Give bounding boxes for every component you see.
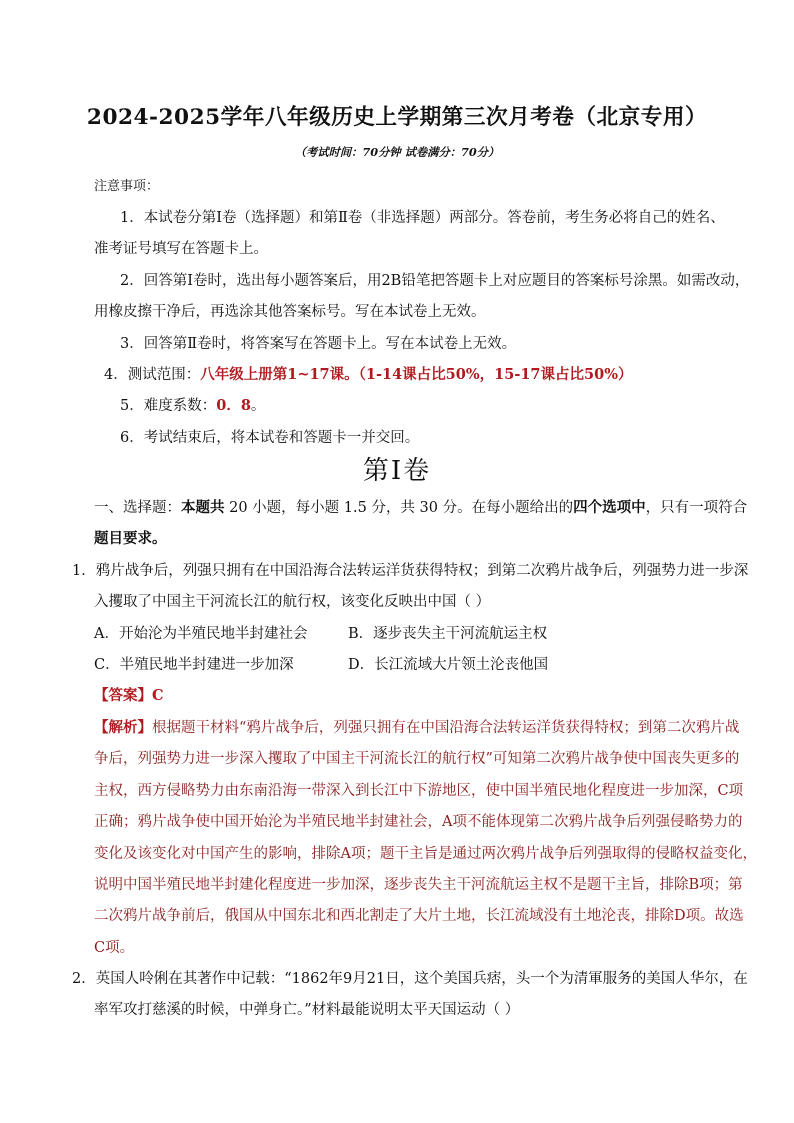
q1-analysis-line-7: 二次鸦片战争前后，俄国从中国东北和西北割走了大片土地，长江流域没有土地沦丧，排除D项。故选 [94,908,744,924]
answer-value: C [152,687,164,704]
page-title: 2024-2025学年八年级历史上学期第三次月考卷（北京专用） [86,105,708,130]
note-2-line-2: 用橡皮擦干净后，再选涂其他答案标号。写在本试卷上无效。 [94,304,486,320]
section-instruction-line-2: 题目要求。 [94,530,167,547]
analysis-label: 【解析】 [94,719,152,736]
q1-option-b: B．逐步丧失主干河流航运主权 [348,626,548,642]
q1-option-d: D．长江流域大片领土沦丧他国 [348,657,549,673]
q1-analysis-line-8: C项。 [94,940,135,956]
section-title: 第Ⅰ卷 [362,456,432,486]
note-5-suffix: 。 [250,398,266,414]
q1-stem-line-2: 入攫取了中国主干河流长江的航行权，该变化反映出中国（ ） [94,594,491,610]
instr-bold-2: 四个选项中 [573,499,646,516]
note-6: 6．考试结束后，将本试卷和答题卡一并交回。 [120,430,420,446]
note-1-line-2: 准考证号填写在答题卡上。 [94,241,268,257]
test-range: 八年级上册第1~17课。（1-14课占比50%，15-17课占比50%） [200,366,633,383]
q1-analysis-line-1 [94,716,739,737]
q1-answer [94,684,164,705]
answer-label: 【答案】 [94,687,152,704]
difficulty-value: 0．8 [216,397,251,414]
note-4-prefix: 4．测试范围： [104,367,201,383]
instr-lead: 一、选择题： [94,500,181,516]
q1-analysis-line-2: 争后，列强势力进一步深入攫取了中国主干河流长江的航行权”可知第二次鸦片战争使中国丧失更多的 [94,751,740,767]
instr-tail: ，只有一项符合 [645,500,748,516]
instr-mid: 20 小题，每小题 1.5 分，共 30 分。在每小题给出的 [224,500,574,516]
q1-stem-line-1: 1．鸦片战争后，列强只拥有在中国沿海合法转运洋货获得特权；到第二次鸦片战争后，列强势力进一步深 [72,563,749,579]
q1-option-c: C．半殖民地半封建进一步加深 [94,657,294,673]
q1-analysis-line-5: 变化及该变化对中国产生的影响，排除A项；题干主旨是通过两次鸦片战争后列强取得的侵略权益变化， [94,846,757,862]
note-4 [104,363,632,384]
q2-stem-line-2: 率军攻打慈溪的时候，中弹身亡。”材料最能说明太平天国运动（ ） [94,1002,520,1018]
note-5-prefix: 5．难度系数： [120,398,217,414]
q2-stem-line-1: 2．英国人呤俐在其著作中记载：“1862年9月21日，这个美国兵痞，头一个为清軍服务的美国人华尔，在 [72,971,748,987]
q1-analysis-line-6: 说明中国半殖民地半封建化程度进一步加深，逐步丧失主干河流航运主权不是题干主旨，排除B项；第 [94,877,743,893]
exam-info: （考试时间：70分钟 试卷满分：70分） [294,145,500,159]
q1-option-a: A．开始沦为半殖民地半封建社会 [94,626,308,642]
notes-label: 注意事项： [94,179,160,194]
note-2-line-1: 2．回答第Ⅰ卷时，选出每小题答案后，用2B铅笔把答题卡上对应题目的答案标号涂黑。如需改动， [120,273,750,289]
note-3: 3．回答第Ⅱ卷时，将答案写在答题卡上。写在本试卷上无效。 [120,336,517,352]
q1-analysis-line-4: 正确；鸦片战争使中国开始沦为半殖民地半封建社会，A项不能体现第二次鸦片战争后列强侵略势力的 [94,814,743,830]
note-5 [120,394,265,415]
instr-bold-1: 本题共 [181,499,225,516]
section-instruction-line-1 [94,496,747,517]
note-1-line-1: 1．本试卷分第Ⅰ卷（选择题）和第Ⅱ卷（非选择题）两部分。答卷前，考生务必将自己的姓名、 [120,210,725,226]
q1-analysis-line-3: 主权，西方侵略势力由东南沿海一带深入到长江中下游地区，使中国半殖民地化程度进一步加深，C项 [94,783,744,799]
analysis-text-1: 根据题干材料“鸦片战争后，列强只拥有在中国沿海合法转运洋货获得特权；到第二次鸦片战 [152,720,740,736]
